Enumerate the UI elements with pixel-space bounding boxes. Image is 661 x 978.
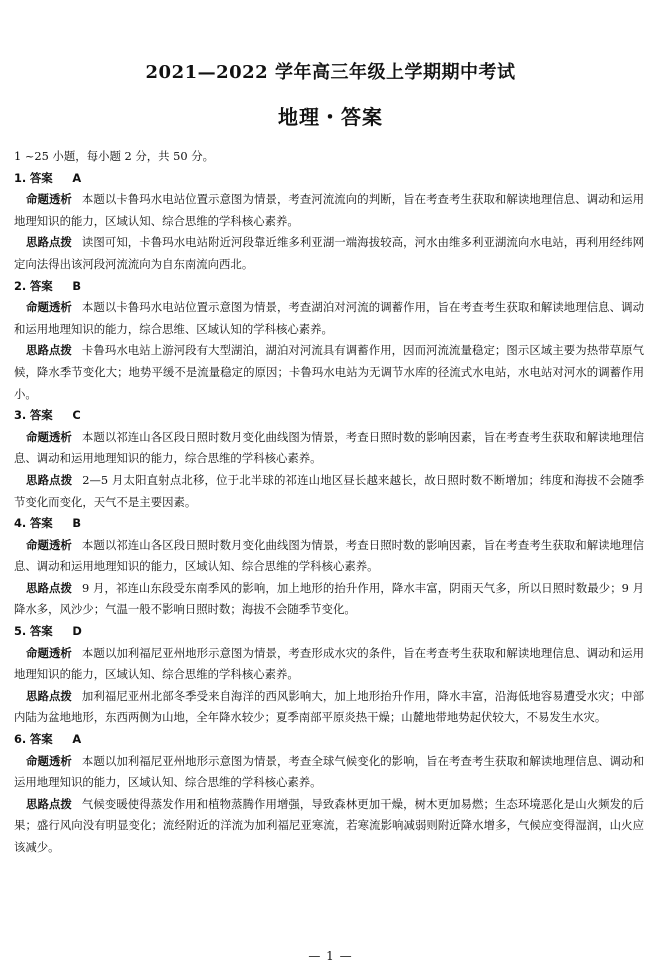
answer-letter: A — [72, 170, 82, 185]
question-block — [14, 276, 644, 406]
analysis-paragraph — [14, 751, 644, 794]
question-header — [14, 621, 644, 643]
analysis-label: 命题透析 — [26, 537, 72, 552]
hint-paragraph — [14, 470, 644, 513]
hint-paragraph — [14, 686, 644, 729]
hint-paragraph — [14, 794, 644, 859]
hint-text: 9 月，祁连山东段受东南季风的影响，加上地形的抬升作用，降水丰富，阴雨天气多，所以日照时数最少；9 月降水多，风沙少；气温一般不影响日照时数；海拔不会随季节变化。 — [14, 580, 644, 617]
exam-subtitle: 地理・答案 — [278, 105, 383, 129]
answer-label: 答案 — [29, 516, 53, 531]
analysis-paragraph — [14, 535, 644, 578]
question-number: 6. — [14, 732, 27, 747]
analysis-label: 命题透析 — [26, 192, 72, 207]
analysis-text: 本题以卡鲁玛水电站位置示意图为情景，考查河流流向的判断，旨在考查考生获取和解读地理信息、调动和运用地理知识的能力，区域认知、综合思维的学科核心素养。 — [14, 192, 644, 228]
answer-letter: B — [72, 516, 81, 531]
analysis-text: 本题以卡鲁玛水电站位置示意图为情景，考查湖泊对河流的调蓄作用，旨在考查考生获取和解读地理信息、调动和运用地理知识的能力，综合思维、区域认知的学科核心素养。 — [14, 300, 644, 336]
answer-label: 答案 — [29, 278, 53, 293]
hint-label: 思路点拨 — [26, 688, 72, 703]
question-header — [14, 729, 644, 751]
analysis-label: 命题透析 — [26, 753, 72, 768]
analysis-text: 本题以加利福尼亚州地形示意图为情景，考查形成水灾的条件，旨在考查考生获取和解读地理信息、调动和运用地理知识的能力，区域认知、综合思维的学科核心素养。 — [14, 645, 644, 682]
question-number: 1. — [14, 170, 27, 185]
analysis-text: 本题以加利福尼亚州地形示意图为情景，考查全球气候变化的影响，旨在考查考生获取和解读地理信息、调动和运用地理知识的能力，区域认知、综合思维的学科核心素养。 — [14, 753, 644, 790]
page-number: — 1 — — [308, 949, 353, 963]
analysis-label: 命题透析 — [26, 429, 72, 444]
question-header — [14, 405, 644, 427]
analysis-paragraph — [14, 189, 644, 232]
answer-label: 答案 — [29, 170, 53, 185]
answer-letter: A — [72, 732, 82, 747]
question-number: 3. — [14, 408, 27, 423]
analysis-paragraph — [14, 297, 644, 340]
hint-paragraph — [14, 340, 644, 405]
hint-paragraph — [14, 578, 644, 621]
question-block — [14, 513, 644, 621]
analysis-label: 命题透析 — [26, 300, 72, 315]
hint-label: 思路点拨 — [26, 235, 72, 250]
question-number: 2. — [14, 278, 27, 293]
analysis-paragraph — [14, 643, 644, 686]
question-header — [14, 513, 644, 535]
question-header — [14, 168, 644, 190]
question-header — [14, 276, 644, 298]
answer-content — [14, 146, 644, 859]
scoring-intro: 1 ~25 小题，每小题 2 分，共 50 分。 — [14, 149, 215, 163]
hint-text: 卡鲁玛水电站上游河段有大型湖泊，湖泊对河流具有调蓄作用，因而河流流量稳定；图示区域主要为热带草原气候，降水季节变化大；地势平缓不是流量稳定的原因；卡鲁玛水电站为无调节水库的径流式水电站，水电站对河水的调蓄作用小。 — [14, 343, 644, 401]
question-number: 4. — [14, 516, 27, 531]
hint-label: 思路点拨 — [26, 472, 73, 487]
question-block — [14, 621, 644, 729]
question-number: 5. — [14, 624, 27, 639]
hint-label: 思路点拨 — [26, 343, 72, 358]
answer-label: 答案 — [29, 624, 53, 639]
question-block — [14, 729, 644, 859]
analysis-text: 本题以祁连山各区段日照时数月变化曲线图为情景，考查日照时数的影响因素，旨在考查考生获取和解读地理信息、调动和运用地理知识的能力，综合思维的学科核心素养。 — [14, 429, 644, 466]
hint-label: 思路点拨 — [26, 796, 72, 811]
answer-label: 答案 — [29, 408, 53, 423]
answer-letter: B — [72, 278, 81, 293]
analysis-paragraph — [14, 427, 644, 470]
hint-text: 读图可知，卡鲁玛水电站附近河段靠近维多利亚湖一端海拔较高，河水由维多利亚湖流向水电站，再利用经纬网定向法得出该河段河流流向为自东南流向西北。 — [14, 235, 644, 271]
question-block — [14, 405, 644, 513]
answer-label: 答案 — [29, 732, 53, 747]
hint-label: 思路点拨 — [26, 580, 72, 595]
analysis-text: 本题以祁连山各区段日照时数月变化曲线图为情景，考查日照时数的影响因素，旨在考查考生获取和解读地理信息、调动和运用地理知识的能力，区域认知、综合思维的学科核心素养。 — [14, 537, 644, 574]
hint-text: 加利福尼亚州北部冬季受来自海洋的西风影响大，加上地形抬升作用，降水丰富，沿海低地容易遭受水灾；中部内陆为盆地地形，东西两侧为山地，全年降水较少；夏季南部平原炎热干燥；山麓地带地势起伏较大，不易发生水灾。 — [14, 688, 644, 725]
answer-letter: C — [72, 408, 81, 423]
hint-paragraph — [14, 232, 644, 275]
analysis-label: 命题透析 — [26, 645, 72, 660]
hint-text: 气候变暖使得蒸发作用和植物蒸腾作用增强，导致森林更加干燥，树木更加易燃；生态环境恶化是山火频发的后果；盛行风向没有明显变化；流经附近的洋流为加利福尼亚寒流，若寒流影响减弱则附近降水增多，气候应变得湿润，山火应该减少。 — [14, 796, 644, 854]
exam-title: 2021—2022 学年高三年级上学期期中考试 — [145, 62, 516, 83]
answer-letter: D — [72, 624, 82, 639]
question-block — [14, 168, 644, 276]
hint-text: 2—5 月太阳直射点北移，位于北半球的祁连山地区昼长越来越长，故日照时数不断增加；纬度和海拔不会随季节变化而变化，天气不是主要因素。 — [14, 472, 644, 509]
